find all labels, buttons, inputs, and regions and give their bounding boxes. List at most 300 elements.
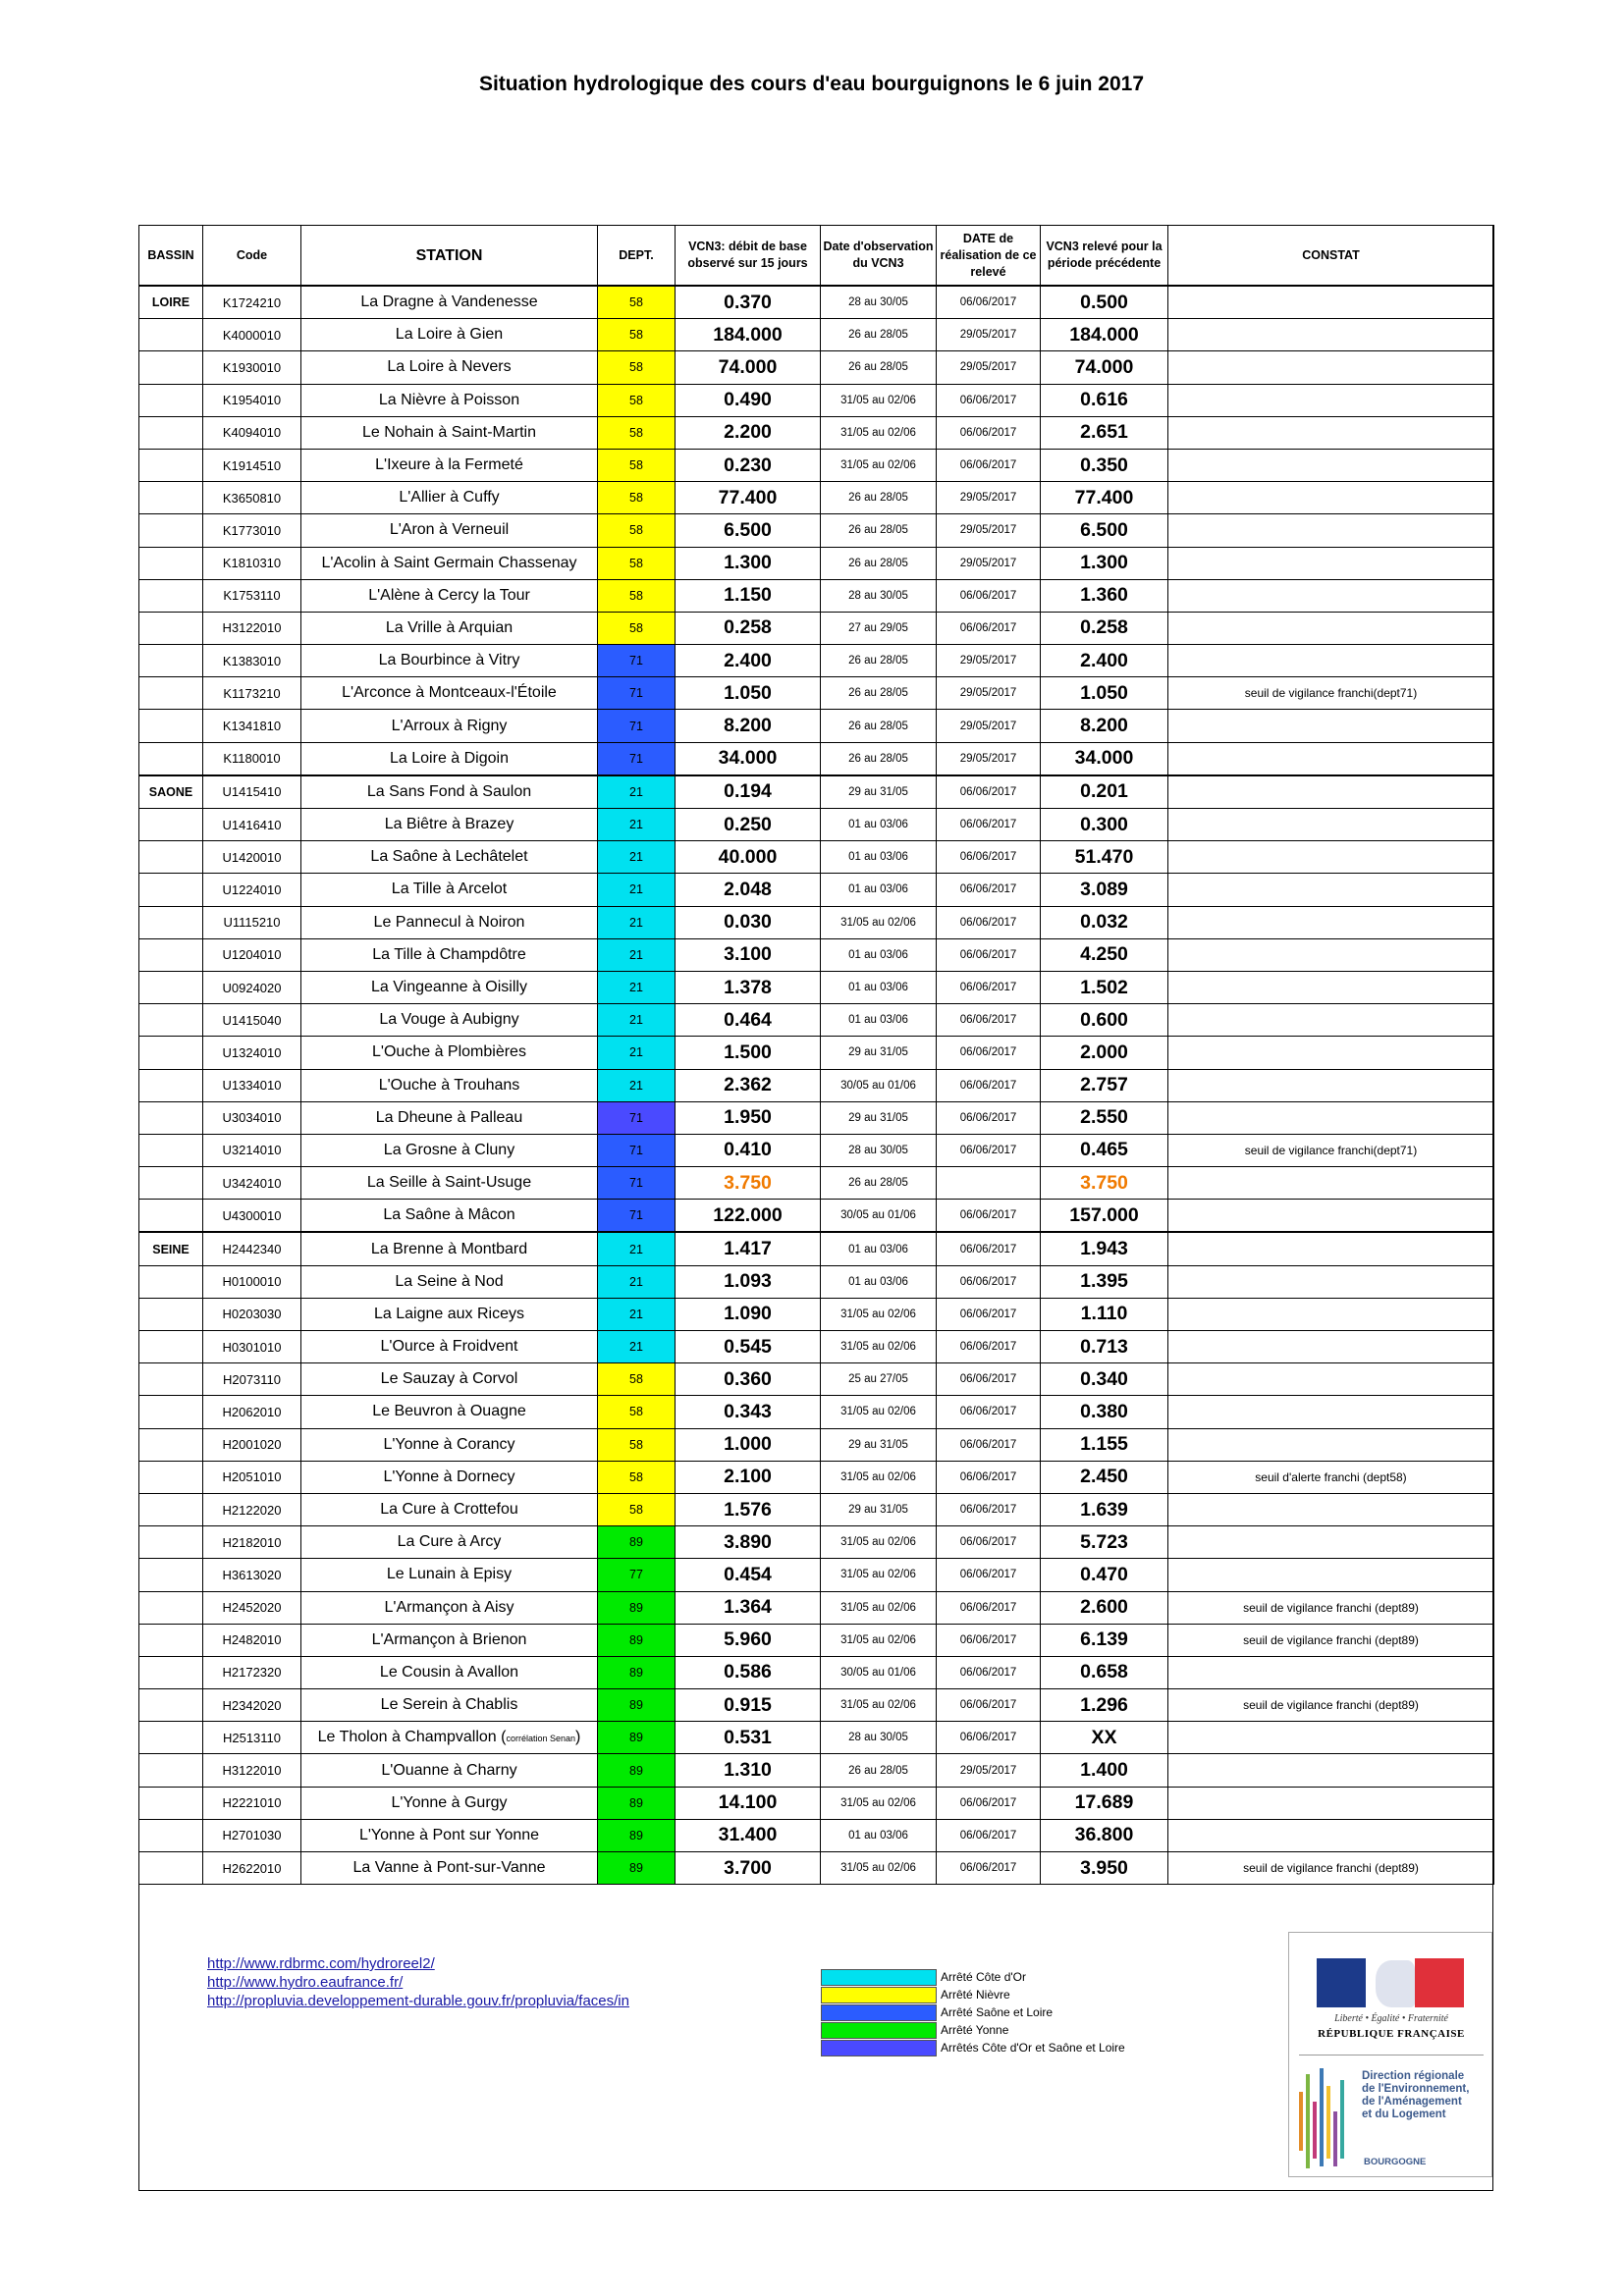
vcn3-cell: 2.400 xyxy=(676,645,821,677)
table-row xyxy=(139,906,1494,938)
date-realisation-cell: 06/06/2017 xyxy=(937,1298,1041,1330)
date-realisation-cell: 29/05/2017 xyxy=(937,319,1041,351)
code-cell: H2172320 xyxy=(203,1656,301,1688)
vcn3-cell: 1.090 xyxy=(676,1298,821,1330)
date-realisation-cell: 06/06/2017 xyxy=(937,1591,1041,1624)
dept-cell: 58 xyxy=(598,612,676,644)
constat-cell xyxy=(1168,1526,1494,1559)
dept-cell: 58 xyxy=(598,1363,676,1396)
header-station: STATION xyxy=(301,226,598,287)
vcn3-previous-cell: 1.110 xyxy=(1041,1298,1168,1330)
bassin-cell xyxy=(139,319,203,351)
date-observation-cell: 28 au 30/05 xyxy=(821,579,937,612)
date-observation-cell: 31/05 au 02/06 xyxy=(821,416,937,449)
header-code: Code xyxy=(203,226,301,287)
legend-item xyxy=(821,2003,1125,2021)
vcn3-cell: 2.362 xyxy=(676,1069,821,1101)
station-cell: L'Ouche à Trouhans xyxy=(301,1069,598,1101)
table-row xyxy=(139,645,1494,677)
constat-cell xyxy=(1168,1428,1494,1461)
table-row xyxy=(139,1134,1494,1166)
bassin-cell xyxy=(139,971,203,1003)
legend-label: Arrêté Côte d'Or xyxy=(941,1970,1026,1984)
vcn3-cell: 2.100 xyxy=(676,1461,821,1493)
date-observation-cell: 29 au 31/05 xyxy=(821,1101,937,1134)
date-realisation-cell: 06/06/2017 xyxy=(937,1265,1041,1298)
vcn3-previous-cell: 34.000 xyxy=(1041,742,1168,775)
vcn3-cell: 3.890 xyxy=(676,1526,821,1559)
station-cell: La Bourbince à Vitry xyxy=(301,645,598,677)
table-row xyxy=(139,1101,1494,1134)
table-row xyxy=(139,1069,1494,1101)
constat-cell xyxy=(1168,809,1494,841)
code-cell: K1383010 xyxy=(203,645,301,677)
table-row xyxy=(139,1037,1494,1069)
vcn3-cell: 0.250 xyxy=(676,809,821,841)
vcn3-cell: 1.310 xyxy=(676,1754,821,1787)
date-observation-cell: 31/05 au 02/06 xyxy=(821,1591,937,1624)
date-observation-cell: 26 au 28/05 xyxy=(821,710,937,742)
date-observation-cell: 01 au 03/06 xyxy=(821,1232,937,1265)
bassin-cell xyxy=(139,809,203,841)
legend-swatch xyxy=(821,1987,937,2003)
vcn3-previous-cell: 1.943 xyxy=(1041,1232,1168,1265)
legend-item xyxy=(821,2039,1125,2056)
station-cell: La Vanne à Pont-sur-Vanne xyxy=(301,1852,598,1885)
dept-cell: 21 xyxy=(598,874,676,906)
vcn3-cell: 0.464 xyxy=(676,1004,821,1037)
date-realisation-cell: 29/05/2017 xyxy=(937,1754,1041,1787)
date-realisation-cell: 06/06/2017 xyxy=(937,1559,1041,1591)
station-cell: Le Tholon à Champvallon (corrélation Senan) xyxy=(301,1722,598,1754)
code-cell: H3122010 xyxy=(203,1754,301,1787)
bassin-cell xyxy=(139,1265,203,1298)
constat-cell: seuil d'alerte franchi (dept58) xyxy=(1168,1461,1494,1493)
vcn3-previous-cell: 4.250 xyxy=(1041,938,1168,971)
constat-cell xyxy=(1168,514,1494,547)
code-cell: H0301010 xyxy=(203,1331,301,1363)
dept-cell: 71 xyxy=(598,1200,676,1233)
vcn3-previous-cell: 1.300 xyxy=(1041,547,1168,579)
table-header-row xyxy=(139,226,1494,287)
date-realisation-cell: 06/06/2017 xyxy=(937,612,1041,644)
vcn3-cell: 6.500 xyxy=(676,514,821,547)
legend-swatch xyxy=(821,1969,937,1986)
vcn3-previous-cell: 0.340 xyxy=(1041,1363,1168,1396)
vcn3-cell: 3.100 xyxy=(676,938,821,971)
link-hydro-eaufrance[interactable]: http://www.hydro.eaufrance.fr/ xyxy=(207,1974,404,1991)
bassin-cell xyxy=(139,1331,203,1363)
dept-cell: 71 xyxy=(598,1101,676,1134)
dept-cell: 58 xyxy=(598,514,676,547)
constat-cell xyxy=(1168,351,1494,384)
vcn3-previous-cell: 2.450 xyxy=(1041,1461,1168,1493)
date-observation-cell: 26 au 28/05 xyxy=(821,351,937,384)
vcn3-cell: 1.576 xyxy=(676,1493,821,1525)
constat-cell xyxy=(1168,1265,1494,1298)
table-row xyxy=(139,742,1494,775)
code-cell: K1954010 xyxy=(203,384,301,416)
code-cell: U4300010 xyxy=(203,1200,301,1233)
vcn3-cell: 1.950 xyxy=(676,1101,821,1134)
date-realisation-cell: 06/06/2017 xyxy=(937,1037,1041,1069)
code-cell: U1416410 xyxy=(203,809,301,841)
date-observation-cell: 31/05 au 02/06 xyxy=(821,1559,937,1591)
vcn3-previous-cell: 0.616 xyxy=(1041,384,1168,416)
vcn3-previous-cell: 0.032 xyxy=(1041,906,1168,938)
vcn3-previous-cell: 8.200 xyxy=(1041,710,1168,742)
station-cell: L'Ixeure à la Fermeté xyxy=(301,449,598,481)
dreal-region: BOURGOGNE xyxy=(1364,2157,1427,2167)
table-row xyxy=(139,710,1494,742)
station-cell: La Loire à Gien xyxy=(301,319,598,351)
vcn3-cell: 1.500 xyxy=(676,1037,821,1069)
constat-cell xyxy=(1168,612,1494,644)
date-observation-cell: 29 au 31/05 xyxy=(821,1428,937,1461)
dept-cell: 58 xyxy=(598,579,676,612)
code-cell: U1420010 xyxy=(203,841,301,874)
constat-cell xyxy=(1168,286,1494,319)
table-row xyxy=(139,1624,1494,1656)
station-cell: La Vouge à Aubigny xyxy=(301,1004,598,1037)
constat-cell xyxy=(1168,710,1494,742)
color-legend xyxy=(821,1968,1125,2056)
code-cell: K3650810 xyxy=(203,482,301,514)
station-cell: La Seille à Saint-Usuge xyxy=(301,1167,598,1200)
dept-cell: 58 xyxy=(598,1461,676,1493)
vcn3-previous-cell: 1.050 xyxy=(1041,677,1168,710)
bassin-cell xyxy=(139,1656,203,1688)
date-observation-cell: 31/05 au 02/06 xyxy=(821,1689,937,1722)
legend-label: Arrêté Nièvre xyxy=(941,1988,1010,2002)
bassin-cell xyxy=(139,645,203,677)
station-cell: La Biêtre à Brazey xyxy=(301,809,598,841)
legend-item xyxy=(821,2021,1125,2039)
station-cell: L'Aron à Verneuil xyxy=(301,514,598,547)
vcn3-previous-cell: 1.360 xyxy=(1041,579,1168,612)
table-row xyxy=(139,482,1494,514)
station-cell: La Loire à Digoin xyxy=(301,742,598,775)
bassin-cell xyxy=(139,1461,203,1493)
date-realisation-cell: 29/05/2017 xyxy=(937,351,1041,384)
vcn3-cell: 0.490 xyxy=(676,384,821,416)
code-cell: H2452020 xyxy=(203,1591,301,1624)
station-cell: La Laigne aux Riceys xyxy=(301,1298,598,1330)
bassin-cell xyxy=(139,1689,203,1722)
vcn3-previous-cell: 3.089 xyxy=(1041,874,1168,906)
vcn3-previous-cell: 157.000 xyxy=(1041,1200,1168,1233)
vcn3-previous-cell: 0.470 xyxy=(1041,1559,1168,1591)
date-observation-cell: 27 au 29/05 xyxy=(821,612,937,644)
date-observation-cell: 31/05 au 02/06 xyxy=(821,1396,937,1428)
bassin-cell xyxy=(139,1754,203,1787)
code-cell: U3034010 xyxy=(203,1101,301,1134)
date-realisation-cell: 06/06/2017 xyxy=(937,416,1041,449)
table-row xyxy=(139,579,1494,612)
station-cell: L'Allier à Cuffy xyxy=(301,482,598,514)
vcn3-cell: 0.531 xyxy=(676,1722,821,1754)
table-row xyxy=(139,1004,1494,1037)
constat-cell xyxy=(1168,775,1494,809)
vcn3-cell: 3.700 xyxy=(676,1852,821,1885)
bassin-cell xyxy=(139,677,203,710)
table-row xyxy=(139,1526,1494,1559)
date-observation-cell: 01 au 03/06 xyxy=(821,841,937,874)
date-realisation-cell: 29/05/2017 xyxy=(937,547,1041,579)
code-cell: H2221010 xyxy=(203,1787,301,1819)
vcn3-previous-cell: 184.000 xyxy=(1041,319,1168,351)
bassin-cell xyxy=(139,1004,203,1037)
table-row xyxy=(139,677,1494,710)
header-date-observation: Date d'observation du VCN3 xyxy=(821,226,937,287)
table-row xyxy=(139,1819,1494,1851)
station-cell: L'Yonne à Dornecy xyxy=(301,1461,598,1493)
table-row xyxy=(139,384,1494,416)
station-cell: Le Pannecul à Noiron xyxy=(301,906,598,938)
constat-cell xyxy=(1168,1101,1494,1134)
date-realisation-cell: 06/06/2017 xyxy=(937,579,1041,612)
constat-cell xyxy=(1168,1200,1494,1233)
bassin-cell xyxy=(139,1819,203,1851)
vcn3-previous-cell: 0.713 xyxy=(1041,1331,1168,1363)
dept-cell: 89 xyxy=(598,1754,676,1787)
code-cell: K1773010 xyxy=(203,514,301,547)
date-observation-cell: 30/05 au 01/06 xyxy=(821,1656,937,1688)
date-realisation-cell: 06/06/2017 xyxy=(937,1428,1041,1461)
dept-cell: 58 xyxy=(598,384,676,416)
date-realisation-cell: 06/06/2017 xyxy=(937,1493,1041,1525)
code-cell: H2701030 xyxy=(203,1819,301,1851)
vcn3-cell: 122.000 xyxy=(676,1200,821,1233)
dept-cell: 71 xyxy=(598,645,676,677)
date-observation-cell: 25 au 27/05 xyxy=(821,1363,937,1396)
dept-cell: 58 xyxy=(598,1396,676,1428)
constat-cell xyxy=(1168,1232,1494,1265)
constat-cell xyxy=(1168,384,1494,416)
link-rdbrmc[interactable]: http://www.rdbrmc.com/hydroreel2/ xyxy=(207,1955,435,1972)
date-realisation-cell: 06/06/2017 xyxy=(937,449,1041,481)
vcn3-cell: 0.410 xyxy=(676,1134,821,1166)
vcn3-cell: 0.454 xyxy=(676,1559,821,1591)
dept-cell: 89 xyxy=(598,1819,676,1851)
vcn3-cell: 1.364 xyxy=(676,1591,821,1624)
bassin-cell: LOIRE xyxy=(139,286,203,319)
vcn3-previous-cell: 77.400 xyxy=(1041,482,1168,514)
date-observation-cell: 30/05 au 01/06 xyxy=(821,1200,937,1233)
constat-cell: seuil de vigilance franchi (dept89) xyxy=(1168,1624,1494,1656)
vcn3-previous-cell: 74.000 xyxy=(1041,351,1168,384)
table-row xyxy=(139,1852,1494,1885)
vcn3-cell: 0.545 xyxy=(676,1331,821,1363)
vcn3-previous-cell: 0.380 xyxy=(1041,1396,1168,1428)
vcn3-cell: 1.417 xyxy=(676,1232,821,1265)
date-realisation-cell: 06/06/2017 xyxy=(937,1232,1041,1265)
constat-cell: seuil de vigilance franchi(dept71) xyxy=(1168,677,1494,710)
code-cell: K1810310 xyxy=(203,547,301,579)
station-cell: Le Beuvron à Ouagne xyxy=(301,1396,598,1428)
code-cell: H2342020 xyxy=(203,1689,301,1722)
table-row xyxy=(139,1331,1494,1363)
constat-cell xyxy=(1168,1787,1494,1819)
bassin-cell: SAONE xyxy=(139,775,203,809)
code-cell: U1224010 xyxy=(203,874,301,906)
constat-cell xyxy=(1168,1559,1494,1591)
station-cell: L'Acolin à Saint Germain Chassenay xyxy=(301,547,598,579)
code-cell: H2001020 xyxy=(203,1428,301,1461)
vcn3-cell: 0.360 xyxy=(676,1363,821,1396)
date-observation-cell: 26 au 28/05 xyxy=(821,677,937,710)
constat-cell xyxy=(1168,1754,1494,1787)
bassin-cell xyxy=(139,1624,203,1656)
constat-cell xyxy=(1168,579,1494,612)
station-cell: La Tille à Champdôtre xyxy=(301,938,598,971)
date-realisation-cell: 06/06/2017 xyxy=(937,1331,1041,1363)
page-title: Situation hydrologique des cours d'eau bourguignons le 6 juin 2017 xyxy=(478,73,1145,95)
code-cell: K1180010 xyxy=(203,742,301,775)
constat-cell xyxy=(1168,1819,1494,1851)
date-observation-cell: 31/05 au 02/06 xyxy=(821,1331,937,1363)
date-observation-cell: 01 au 03/06 xyxy=(821,1819,937,1851)
vcn3-cell: 1.093 xyxy=(676,1265,821,1298)
table-row xyxy=(139,449,1494,481)
vcn3-previous-cell: 6.500 xyxy=(1041,514,1168,547)
date-realisation-cell: 06/06/2017 xyxy=(937,1101,1041,1134)
station-cell: L'Armançon à Aisy xyxy=(301,1591,598,1624)
dreal-bars-logo xyxy=(1297,2062,1356,2172)
date-observation-cell: 31/05 au 02/06 xyxy=(821,1526,937,1559)
date-realisation-cell: 06/06/2017 xyxy=(937,1200,1041,1233)
code-cell: H2073110 xyxy=(203,1363,301,1396)
date-observation-cell: 29 au 31/05 xyxy=(821,1037,937,1069)
date-realisation-cell: 06/06/2017 xyxy=(937,1526,1041,1559)
station-cell: L'Yonne à Gurgy xyxy=(301,1787,598,1819)
station-cell: Le Cousin à Avallon xyxy=(301,1656,598,1688)
bassin-cell xyxy=(139,841,203,874)
vcn3-previous-cell: 2.757 xyxy=(1041,1069,1168,1101)
code-cell: H2122020 xyxy=(203,1493,301,1525)
code-cell: K1753110 xyxy=(203,579,301,612)
dept-cell: 58 xyxy=(598,319,676,351)
station-cell: Le Lunain à Episy xyxy=(301,1559,598,1591)
bassin-cell xyxy=(139,1363,203,1396)
station-cell: L'Ouanne à Charny xyxy=(301,1754,598,1787)
bassin-cell xyxy=(139,874,203,906)
table-row xyxy=(139,841,1494,874)
bassin-cell xyxy=(139,1722,203,1754)
vcn3-cell: 1.300 xyxy=(676,547,821,579)
code-cell: U3424010 xyxy=(203,1167,301,1200)
date-observation-cell: 31/05 au 02/06 xyxy=(821,1298,937,1330)
station-cell: Le Nohain à Saint-Martin xyxy=(301,416,598,449)
station-cell: La Loire à Nevers xyxy=(301,351,598,384)
table-row xyxy=(139,1200,1494,1233)
constat-cell xyxy=(1168,971,1494,1003)
table-row xyxy=(139,971,1494,1003)
date-realisation-cell: 06/06/2017 xyxy=(937,1852,1041,1885)
dept-cell: 21 xyxy=(598,775,676,809)
logo-divider xyxy=(1299,2055,1484,2056)
date-observation-cell: 31/05 au 02/06 xyxy=(821,1787,937,1819)
dept-cell: 71 xyxy=(598,677,676,710)
marianne-logo xyxy=(1317,1958,1464,2007)
date-realisation-cell: 29/05/2017 xyxy=(937,742,1041,775)
date-observation-cell: 29 au 31/05 xyxy=(821,1493,937,1525)
station-cell: La Saône à Lechâtelet xyxy=(301,841,598,874)
bassin-cell xyxy=(139,710,203,742)
vcn3-cell: 8.200 xyxy=(676,710,821,742)
date-realisation-cell: 06/06/2017 xyxy=(937,286,1041,319)
vcn3-previous-cell: 2.400 xyxy=(1041,645,1168,677)
vcn3-cell: 0.370 xyxy=(676,286,821,319)
date-realisation-cell: 29/05/2017 xyxy=(937,514,1041,547)
constat-cell xyxy=(1168,1656,1494,1688)
constat-cell xyxy=(1168,1363,1494,1396)
vcn3-previous-cell: 3.950 xyxy=(1041,1852,1168,1885)
constat-cell xyxy=(1168,938,1494,971)
dept-cell: 89 xyxy=(598,1656,676,1688)
dept-cell: 21 xyxy=(598,809,676,841)
link-propluvia[interactable]: http://propluvia.developpement-durable.gouv.fr/propluvia/faces/in xyxy=(207,1993,629,2009)
date-realisation-cell: 06/06/2017 xyxy=(937,1787,1041,1819)
constat-cell xyxy=(1168,1298,1494,1330)
date-observation-cell: 28 au 30/05 xyxy=(821,1722,937,1754)
vcn3-cell: 1.378 xyxy=(676,971,821,1003)
constat-cell xyxy=(1168,1493,1494,1525)
date-realisation-cell: 06/06/2017 xyxy=(937,384,1041,416)
constat-cell xyxy=(1168,482,1494,514)
vcn3-cell: 5.960 xyxy=(676,1624,821,1656)
date-realisation-cell: 06/06/2017 xyxy=(937,1363,1041,1396)
table-row xyxy=(139,286,1494,319)
republic-name: RÉPUBLIQUE FRANÇAISE xyxy=(1318,2028,1465,2040)
date-realisation-cell: 06/06/2017 xyxy=(937,809,1041,841)
dept-cell: 21 xyxy=(598,938,676,971)
bassin-cell xyxy=(139,1428,203,1461)
vcn3-cell: 0.230 xyxy=(676,449,821,481)
table-row xyxy=(139,1461,1494,1493)
vcn3-cell: 31.400 xyxy=(676,1819,821,1851)
vcn3-cell: 2.048 xyxy=(676,874,821,906)
code-cell: H0100010 xyxy=(203,1265,301,1298)
dept-cell: 21 xyxy=(598,1004,676,1037)
bassin-cell xyxy=(139,612,203,644)
station-cell: La Seine à Nod xyxy=(301,1265,598,1298)
legend-item xyxy=(821,1986,1125,2003)
station-cell: L'Arroux à Rigny xyxy=(301,710,598,742)
legend-item xyxy=(821,1968,1125,1986)
vcn3-previous-cell: 0.600 xyxy=(1041,1004,1168,1037)
code-cell: U1334010 xyxy=(203,1069,301,1101)
constat-cell xyxy=(1168,742,1494,775)
bassin-cell xyxy=(139,1069,203,1101)
date-observation-cell: 01 au 03/06 xyxy=(821,874,937,906)
bassin-cell xyxy=(139,416,203,449)
header-dept: DEPT. xyxy=(598,226,676,287)
date-observation-cell: 26 au 28/05 xyxy=(821,514,937,547)
date-observation-cell: 31/05 au 02/06 xyxy=(821,1461,937,1493)
code-cell: U1204010 xyxy=(203,938,301,971)
date-realisation-cell: 29/05/2017 xyxy=(937,645,1041,677)
date-realisation-cell: 06/06/2017 xyxy=(937,938,1041,971)
dept-cell: 58 xyxy=(598,547,676,579)
bassin-cell xyxy=(139,1591,203,1624)
dept-cell: 89 xyxy=(598,1722,676,1754)
date-realisation-cell: 06/06/2017 xyxy=(937,1819,1041,1851)
station-cell: La Dragne à Vandenesse xyxy=(301,286,598,319)
vcn3-cell: 14.100 xyxy=(676,1787,821,1819)
date-observation-cell: 29 au 31/05 xyxy=(821,775,937,809)
date-realisation-cell: 06/06/2017 xyxy=(937,1134,1041,1166)
